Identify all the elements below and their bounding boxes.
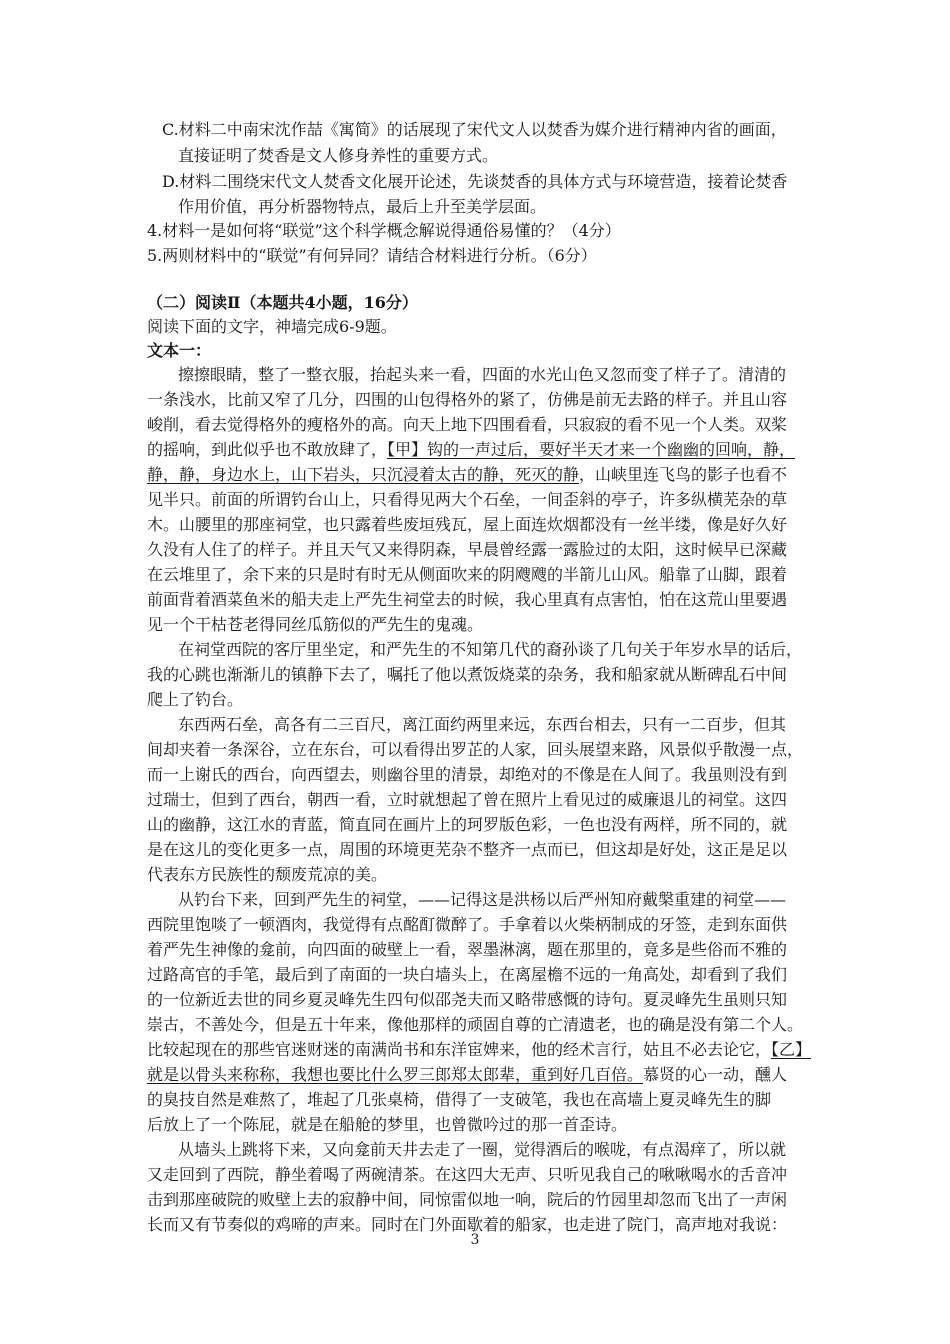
passage-line: 我的心跳也渐渐儿的镇静下去了，嘱托了他以煮饭烧菜的杂务，我和船家就从断碑乱石中间: [147, 665, 788, 684]
passage-line: 的一位新近去世的同乡夏灵峰先生四句似邵尧夫而又略带感慨的诗句。夏灵峰先生虽则只知: [147, 990, 788, 1009]
option-d-line-1: D.材料二围绕宋代文人焚香文化展开论述，先谈焚香的具体方式与环境营造，接着论焚香: [162, 172, 788, 191]
passage-line: 见半只。前面的所谓钓台山上，只看得见两大个石垒，一间歪斜的亭子，许多纵横芜杂的草: [147, 490, 788, 509]
underlined-passage-b-cont: 就是以骨头来称称，我想也要比什么罗三郎郑太郎辈，重到好几百倍。: [147, 1065, 644, 1084]
section-instruction: 阅读下面的文字，神墙完成6-9题。: [147, 317, 397, 336]
passage-line: 又走回到了西院，静坐着喝了两碗清茶。在这四大无声、只听见我自己的啾啾喝水的舌音冲: [147, 1165, 788, 1184]
passage-line: [147, 462, 787, 488]
option-d-line-2: 作用价值，再分析器物特点，最后上升至美学层面。: [178, 197, 547, 216]
passage-line: 峻削，看去觉得格外的瘦格外的高。向天上地下四围看看，只寂寂的看不见一个人类。双桨: [147, 415, 788, 434]
option-c-line-1: C.材料二中南宋沈作喆《寓简》的话展现了宋代文人以焚香为媒介进行精神内省的画面，: [162, 120, 787, 139]
passage-line: 长而又有节奏似的鸡啼的声来。同时在门外面歇着的船家，也走进了院门，高声地对我说：: [147, 1215, 788, 1234]
passage-segment: 慕贤的心一动，醺人: [643, 1065, 788, 1084]
passage-line: 西院里饱啖了一顿酒肉，我觉得有点酩酊微醉了。手拿着以火柴柄制成的牙签，走到东面供: [147, 915, 788, 934]
passage-line: 过路高官的手笔，最后到了南面的一块白墙头上，在离屋檐不远的一角高处，却看到了我们: [147, 965, 788, 984]
option-c-line-2: 直接证明了焚香是文人修身养性的重要方式。: [178, 146, 499, 165]
passage-line: 爬上了钓台。: [147, 690, 244, 709]
passage-line: 代表东方民族性的颓废荒凉的美。: [147, 865, 388, 884]
passage-line: 木。山腰里的那座祠堂，也只露着些废垣残瓦，屋上面连炊烟都没有一丝半缕，像是好久好: [147, 515, 788, 534]
passage-line: 从墙头上跳将下来，又向龛前天井去走了一圈，觉得酒后的喉咙，有点渴痒了，所以就: [178, 1140, 787, 1159]
question-4: 4.材料一是如何将“联觉”这个科学概念解说得通俗易懂的？（4分）: [147, 221, 621, 240]
passage-line: 从钓台下来，回到严先生的祠堂，——记得这是洪杨以后严州知府戴槃重建的祠堂——: [178, 890, 787, 909]
passage-segment: 的摇响，到此似乎也不敢放肆了，: [147, 440, 388, 459]
passage-line: 在云堆里了，余下来的只是时有时无从侧面吹来的阴飕飕的半箭儿山风。船靠了山脚，跟着: [147, 565, 788, 584]
passage-line: 过瑞士，但到了西台，朝西一看，立时就想起了曾在照片上看见过的威廉退儿的祠堂。这四: [147, 790, 788, 809]
passage-line: 着严先生神像的龛前，向四面的破壁上一看，翠墨淋漓，题在那里的，竟多是些俗而不雅的: [147, 940, 788, 959]
section-title: （二）阅读Ⅱ（本题共4小题，16分）: [147, 293, 418, 312]
passage-line: 前面背着酒菜鱼米的船夫走上严先生祠堂去的时候，我心里真有点害怕，怕在这荒山里要遇: [147, 590, 788, 609]
passage-line: 间却夹着一条深谷，立在东台，可以看得出罗芷的人家，回头展望来路，风景似乎散漫一点，: [147, 740, 804, 759]
passage-line: 在祠堂西院的客厅里坐定，和严先生的不知第几代的裔孙谈了几句关于年岁水旱的话后，: [178, 640, 803, 659]
passage-line: 而一上谢氏的西台，向西望去，则幽谷里的清景，却绝对的不像是在人间了。我虽则没有到: [147, 765, 788, 784]
passage-line: [147, 437, 795, 463]
passage-line: 的臭技自然是难熬了，堆起了几张桌椅，借得了一支破笔，我也在高墙上夏灵峰先生的脚: [147, 1090, 772, 1109]
page-number: 3: [470, 1232, 480, 1248]
passage-line: 崇古，不善处今，但是五十年来，像他那样的顽固自尊的亡清遗老，也的确是没有第二个人。: [147, 1015, 804, 1034]
text-label: 文本一：: [147, 341, 212, 360]
underlined-passage-a: 【甲】钩的一声过后，要好半天才来一个幽幽的回响，静，: [387, 440, 796, 459]
underlined-passage-a-cont: 静，静，身边水上，山下岩头，只沉浸着太古的静，死灭的静: [147, 465, 580, 484]
passage-line: 一条浅水，比前又窄了几分，四围的山包得格外的紧了，仿佛是前无去路的样子。并且山容: [147, 390, 788, 409]
passage-line: 东西两石垒，高各有二三百尺，离江面约两里来远，东西台相去，只有一二百步，但其: [178, 715, 787, 734]
passage-segment: ，山峡里连飞鸟的影子也看不: [579, 465, 788, 484]
passage-line: [147, 1062, 787, 1088]
underlined-passage-b: 【乙】: [771, 1040, 812, 1059]
passage-line: 后放上了一个陈屁，就是在船舱的梦里，也曾微吟过的那一首歪诗。: [147, 1115, 628, 1134]
passage-line: 山的幽静，这江水的青蓝，简直同在画片上的珂罗版色彩，一色也没有两样，所不同的，就: [147, 815, 788, 834]
passage-line: 击到那座破院的败壁上去的寂静中间，同惊雷似地一响，院后的竹园里却忽而飞出了一声闲: [147, 1190, 788, 1209]
passage-line: 见一个干枯苍老得同丝瓜筋似的严先生的鬼魂。: [147, 615, 484, 634]
passage-line: 久没有人住了的样子。并且天气又来得阴森，早晨曾经露一露脸过的太阳，这时候早已深藏: [147, 540, 788, 559]
question-5: 5.两则材料中的“联觉”有何异同？请结合材料进行分析。（6分）: [147, 246, 597, 265]
passage-line: 是在这儿的变化更多一点，周围的环境更芜杂不整齐一点而已，但这却是好处，这正是足以: [147, 840, 788, 859]
passage-line: [147, 1037, 811, 1063]
passage-segment: 比较起现在的那些官迷财迷的南满尚书和东洋宦婢来，他的经术言行，姑且不必去论它，: [147, 1040, 772, 1059]
passage-line: 擦擦眼睛，整了一整衣服，抬起头来一看，四面的水光山色又忽而变了样子了。清清的: [178, 365, 787, 384]
